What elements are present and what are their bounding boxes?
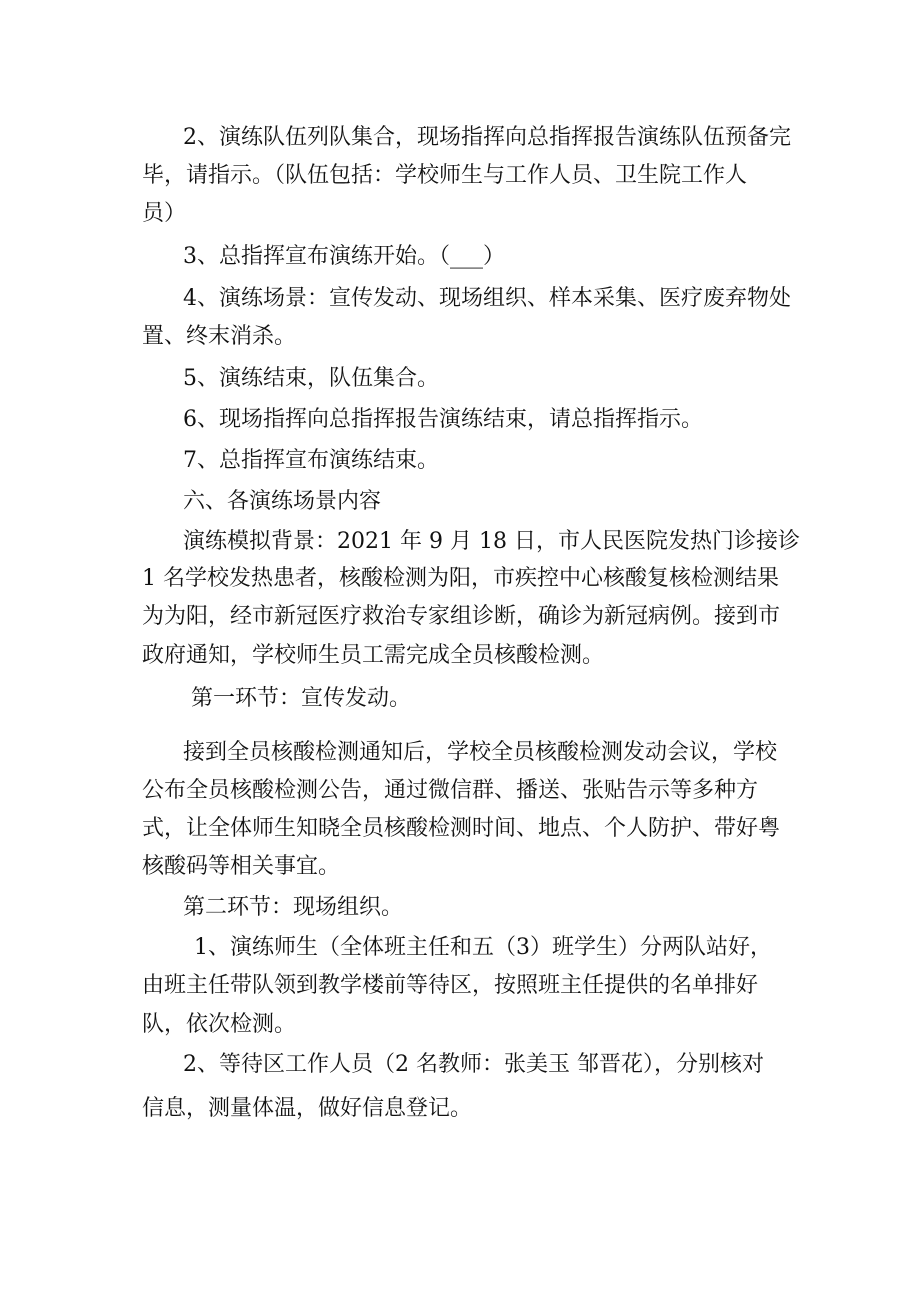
text-line: 4、演练场景：宣传发动、现场组织、样本采集、医疗废弃物处	[183, 286, 791, 311]
text-line: 为为阳，经市新冠医疗救治专家组诊断，确诊为新冠病例。接到市	[142, 604, 781, 629]
text-line: 7、总指挥宣布演练结束。	[183, 448, 439, 473]
text-line: 1 名学校发热患者，核酸检测为阳，市疾控中心核酸复核检测结果	[142, 566, 779, 591]
text-line: 置、终末消杀。	[142, 324, 297, 349]
text-line: 公布全员核酸检测公告，通过微信群、播送、张贴告示等多种方	[142, 778, 759, 803]
text-line: 员）	[142, 201, 187, 226]
text-line: 2、等待区工作人员（2 名教师：张美玉 邹晋花），分别核对	[183, 1052, 764, 1077]
text-line: 演练模拟背景：2021 年 9 月 18 日，市人民医院发热门诊接诊	[183, 529, 800, 554]
text-line: 毕，请指示。（队伍包括：学校师生与工作人员、卫生院工作人	[142, 163, 748, 188]
text-line: 接到全员核酸检测通知后，学校全员核酸检测发动会议，学校	[183, 740, 778, 765]
text-line: 2、演练队伍列队集合，现场指挥向总指挥报告演练队伍预备完	[183, 125, 791, 150]
text-line: 3、总指挥宣布演练开始。（___）	[183, 244, 505, 269]
text-line: 式，让全体师生知晓全员核酸检测时间、地点、个人防护、带好粤	[142, 816, 781, 841]
text-line: 信息，测量体温，做好信息登记。	[142, 1096, 473, 1121]
subsection-heading: 第一环节：宣传发动。	[191, 686, 412, 711]
text-line: 政府通知，学校师生员工需完成全员核酸检测。	[142, 643, 605, 668]
text-line: 核酸码等相关事宜。	[142, 854, 341, 879]
text-line: 5、演练结束，队伍集合。	[183, 366, 439, 391]
text-line: 队，依次检测。	[142, 1012, 297, 1037]
text-line: 6、现场指挥向总指挥报告演练结束，请总指挥指示。	[183, 407, 703, 432]
text-line: 由班主任带队领到教学楼前等待区，按照班主任提供的名单排好	[142, 973, 759, 998]
section-heading: 六、各演练场景内容	[183, 489, 382, 514]
subsection-heading: 第二环节：现场组织。	[183, 895, 404, 920]
text-line: 1、演练师生（全体班主任和五（3）班学生）分两队站好，	[194, 935, 772, 960]
